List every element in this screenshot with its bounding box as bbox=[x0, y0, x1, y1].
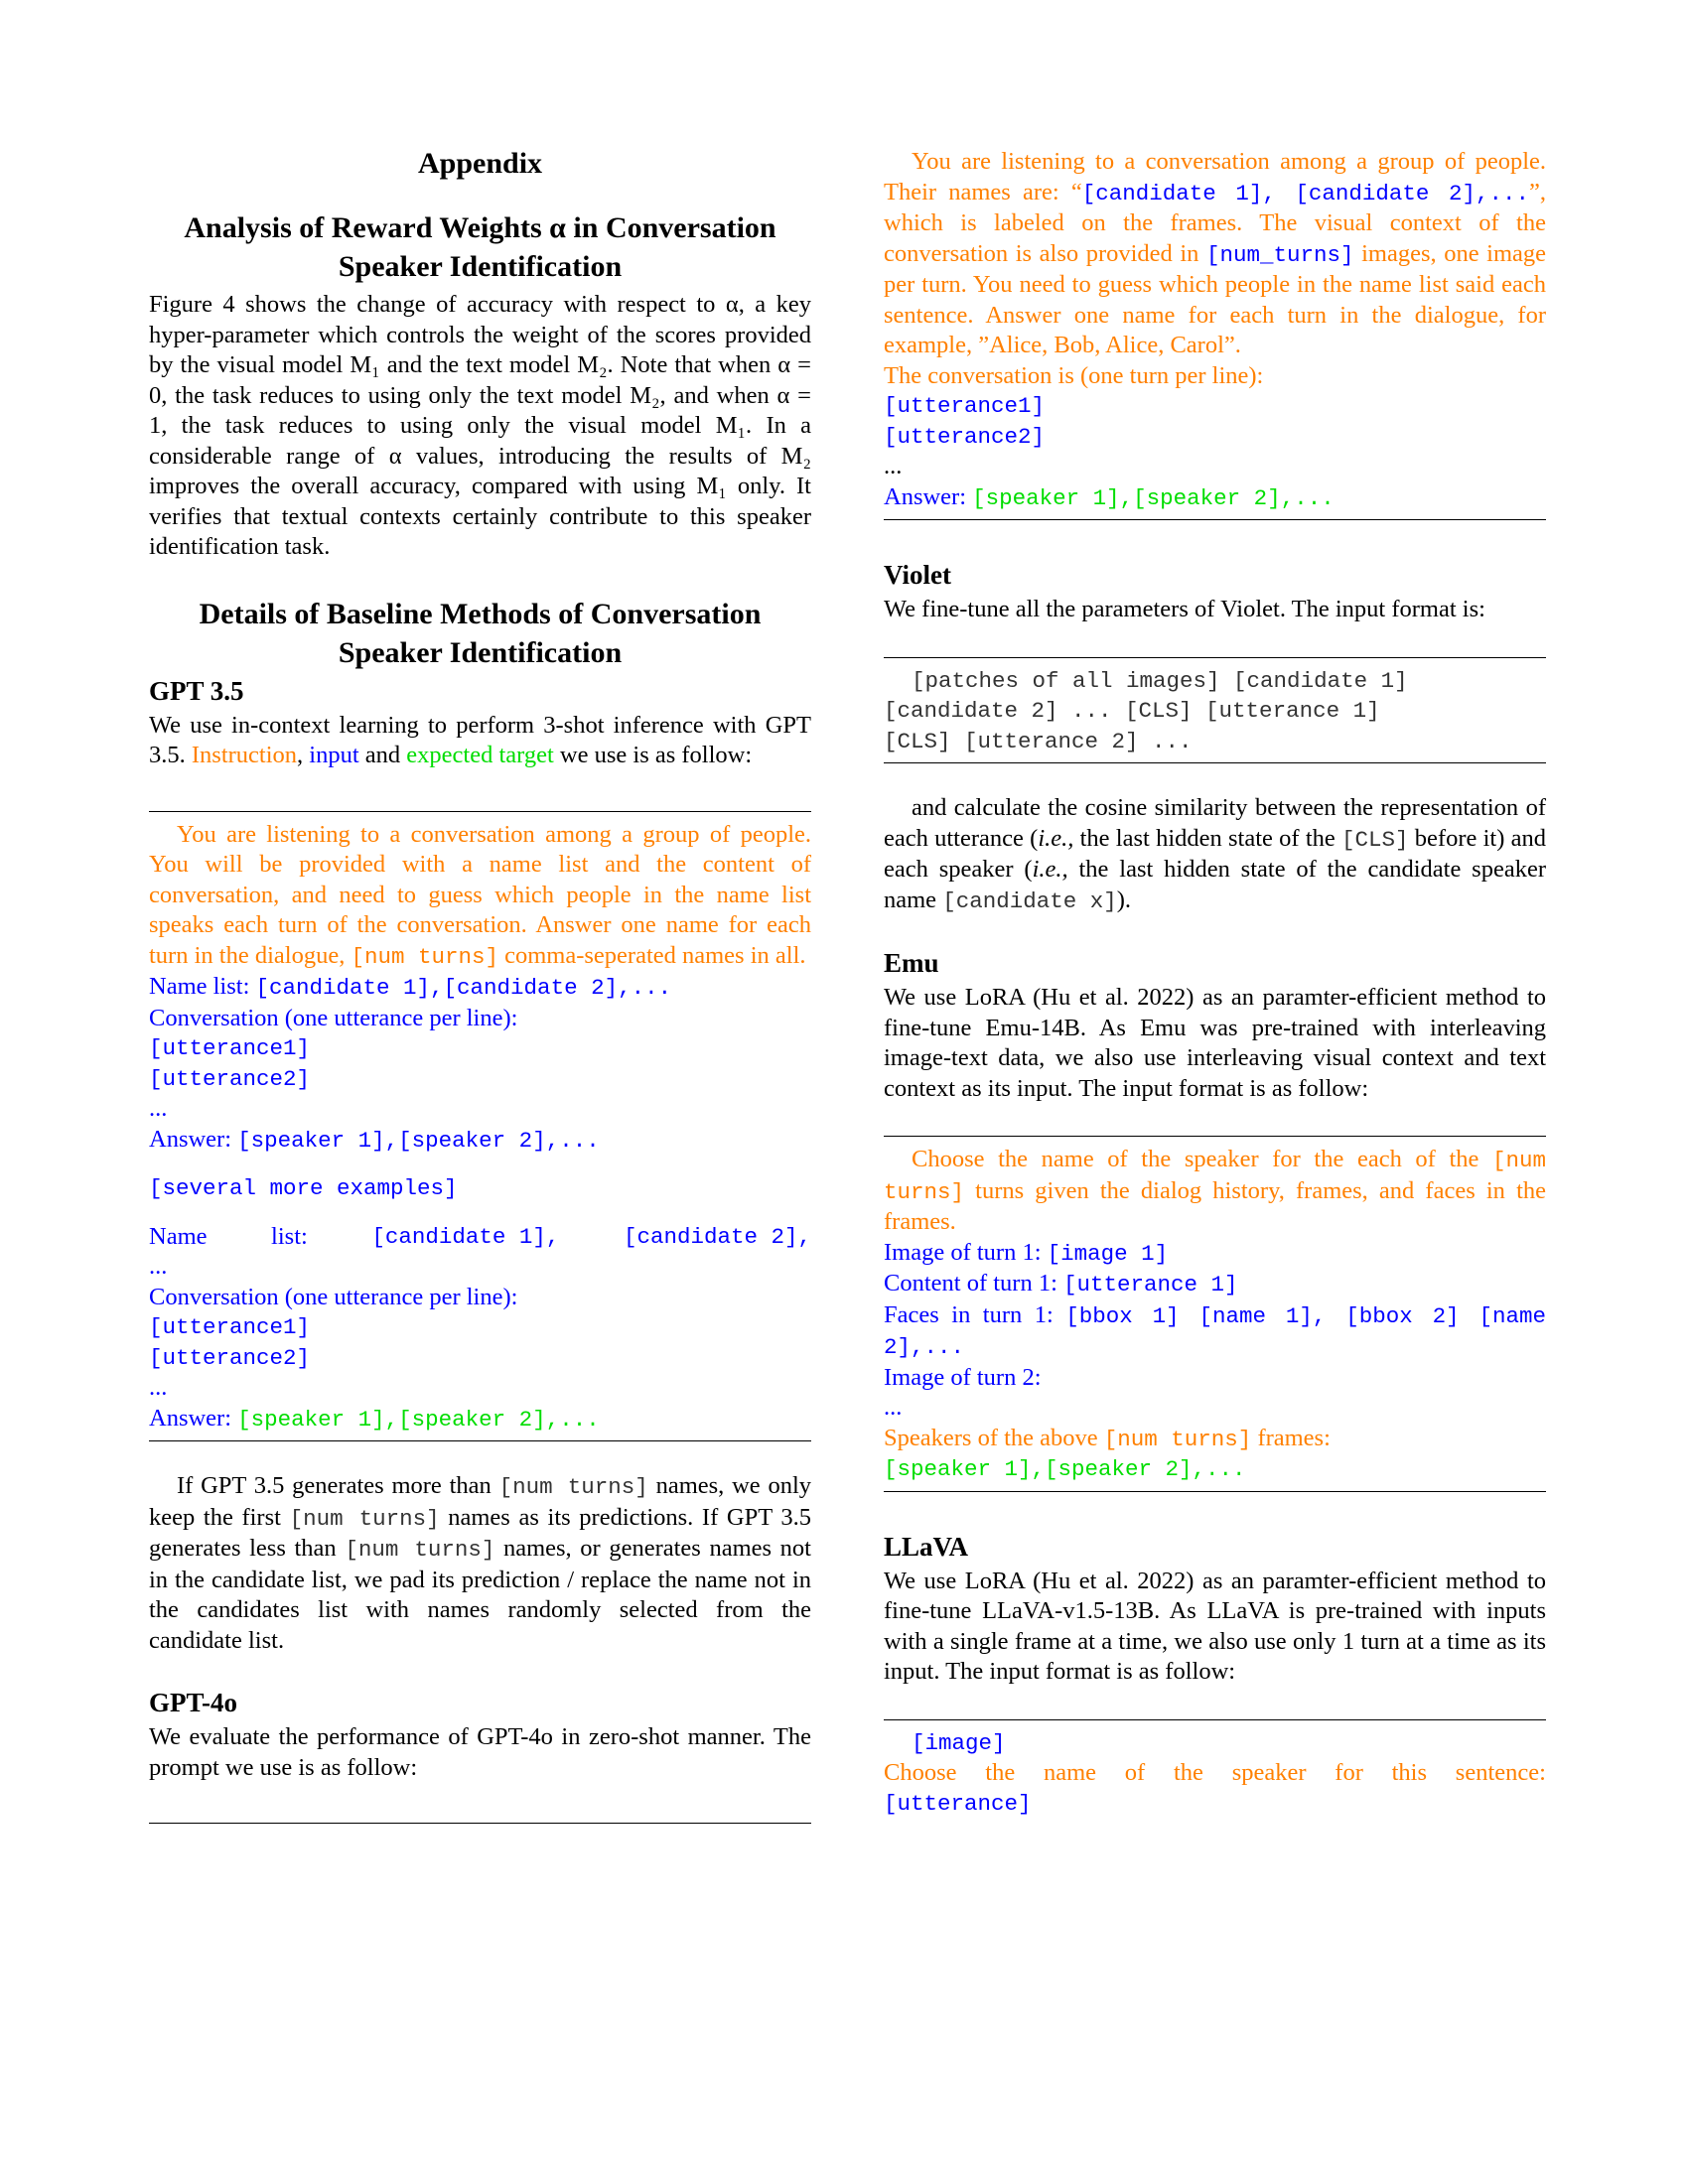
utterance-line: [utterance1] bbox=[884, 393, 1046, 419]
more-examples: [several more examples] bbox=[149, 1175, 458, 1201]
answer-label: Answer: bbox=[149, 1404, 238, 1432]
speakers-label: Speakers of the above [num turns] frames: bbox=[884, 1424, 1331, 1452]
code-line: [candidate 2] ... [CLS] [utterance 1] bbox=[884, 698, 1380, 724]
answer-target: [speaker 1],[speaker 2],... bbox=[237, 1406, 600, 1433]
answer-target: [speaker 1],[speaker 2],... bbox=[972, 484, 1335, 511]
gpt4o-instruction: You are listening to a conversation among a group of people. Their names are: “[candidate 1], [candidate 2],...”, which is labeled on the frames. The visual context of the conversation is also provided in [num_turns] images, one image per turn. You need to guess which people in the name list said each sentence. Answer one name for each turn in the dialogue, for example, ”Alice, Bob, Alice, Carol”. bbox=[884, 148, 1547, 358]
section-title-baselines: Details of Baseline Methods of Conversation Speaker Identification bbox=[199, 597, 762, 669]
violet-explanation: and calculate the cosine similarity between the representation of each utterance (i.e., the last hidden state of the [CLS] before it) and each speaker (i.e., the last hidden state of the candidate speaker name [candidate x]). bbox=[884, 794, 1546, 914]
gpt4o-prompt-box-start bbox=[149, 1823, 811, 1832]
utterance-line: [utterance1] bbox=[149, 1035, 311, 1061]
violet-intro: We fine-tune all the parameters of Violet. The input format is: bbox=[884, 596, 1485, 622]
ellipsis: ... bbox=[149, 1374, 168, 1401]
gpt35-postprocess: If GPT 3.5 generates more than [num turns] names, we only keep the first [num turns] names as its predictions. If GPT 3.5 generates less than [num turns] names, or generates names not in the candidate list, we pad its prediction / replace the name not in the candidates list with names randomly selected from the candidate list. bbox=[149, 1472, 812, 1654]
gpt35-intro: We use in-context learning to perform 3-shot inference with GPT 3.5. Instruction, input and expected target we use is as follow: bbox=[149, 711, 811, 768]
utterance-line: [utterance2] bbox=[884, 423, 1046, 450]
emu-intro: We use LoRA (Hu et al. 2022) as an paramter-efficient method to fine-tune Emu-14B. As Emu was pre-trained with interleaving image-text data, we also use interleaving visual context and text context as its input. The input format is as follow: bbox=[884, 984, 1546, 1102]
name-list-line: Name list: [candidate 1],[candidate 2],... bbox=[149, 973, 672, 1001]
reward-weights-paragraph: Figure 4 shows the change of accuracy with respect to α, a key hyper-parameter which controls the weight of the scores provided by the visual model M₁ and the text model M₂. Note that when α = 0, the task reduces to using only the text model M₂, and when α = 1, the task reduces to using only the visual model M₁. In a considerable range of α values, introducing the results of M₂ improves the overall accuracy, compared with using M₁ only. It verifies that textual contexts certainly contribute to this speaker identification task. bbox=[149, 291, 811, 560]
heading-gpt35: GPT 3.5 bbox=[149, 675, 244, 706]
ellipsis: ... bbox=[149, 1253, 168, 1280]
image-turn-line: Image of turn 1: [image 1] bbox=[884, 1238, 1169, 1267]
gpt4o-intro: We evaluate the performance of GPT-4o in zero-shot manner. The prompt we use is as follow: bbox=[149, 1723, 811, 1781]
heading-emu: Emu bbox=[884, 948, 939, 978]
conversation-label: The conversation is (one turn per line): bbox=[884, 361, 1264, 389]
section-title-reward-weights: Analysis of Reward Weights α in Conversation Speaker Identification bbox=[184, 211, 776, 283]
image-token: [image] bbox=[912, 1729, 1006, 1756]
violet-input-box bbox=[884, 657, 1546, 764]
left-column bbox=[149, 147, 811, 1832]
image-turn-line: Image of turn 2: bbox=[884, 1363, 1042, 1391]
appendix-title: Appendix bbox=[417, 147, 543, 180]
answer-label: Answer: bbox=[149, 1125, 238, 1153]
emu-input-box bbox=[884, 1136, 1546, 1492]
heading-violet: Violet bbox=[884, 560, 951, 590]
legend-instruction: Instruction bbox=[191, 742, 298, 768]
gpt35-instruction: You are listening to a conversation among a group of people. You will be provided with a name list and the content of conversation, and need to guess which people in the name list speaks each turn of the conversation. Answer one name for each turn in the dialogue, [num turns] comma-seperated names in all. bbox=[149, 820, 811, 970]
ellipsis: ... bbox=[149, 1095, 168, 1122]
conversation-label: Conversation (one utterance per line): bbox=[149, 1004, 518, 1031]
faces-turn-line: Faces in turn 1: [bbox 1] [name 1], [bbox 2] [name 2],... bbox=[884, 1300, 1546, 1360]
conversation-label: Conversation (one utterance per line): bbox=[149, 1283, 518, 1310]
code-line: [patches of all images] [candidate 1] bbox=[912, 667, 1408, 694]
ellipsis: ... bbox=[884, 453, 903, 479]
llava-instruction: Choose the name of the speaker for this sentence: bbox=[884, 1759, 1546, 1786]
heading-llava: LLaVA bbox=[884, 1531, 969, 1562]
name-list-line: Name list: [candidate 1], [candidate 2], bbox=[149, 1222, 811, 1250]
right-column bbox=[884, 147, 1546, 1819]
emu-instruction: Choose the name of the speaker for the each of the [num turns] turns given the dialog history, frames, and faces in the frames. bbox=[884, 1146, 1546, 1235]
legend-target: expected target bbox=[406, 742, 554, 768]
legend-input: input bbox=[309, 742, 359, 768]
heading-gpt4o: GPT-4o bbox=[149, 1688, 238, 1717]
gpt35-prompt-box bbox=[149, 811, 811, 1442]
code-line: [CLS] [utterance 2] ... bbox=[884, 728, 1193, 754]
llava-intro: We use LoRA (Hu et al. 2022) as an paramter-efficient method to fine-tune LLaVA-v1.5-13B. As LLaVA is pre-trained with inputs with a single frame at a time, we also use only 1 turn at a time as its input. The input format is as follow: bbox=[884, 1567, 1546, 1685]
answer-value: [speaker 1],[speaker 2],... bbox=[237, 1127, 600, 1154]
utterance-token: [utterance] bbox=[884, 1790, 1032, 1817]
content-turn-line: Content of turn 1: [utterance 1] bbox=[884, 1270, 1238, 1297]
answer-target: [speaker 1],[speaker 2],... bbox=[884, 1456, 1246, 1482]
utterance-line: [utterance2] bbox=[149, 1065, 311, 1092]
gpt4o-prompt-box-continued bbox=[884, 147, 1546, 520]
answer-label: Answer: bbox=[884, 482, 973, 510]
utterance-line: [utterance1] bbox=[149, 1314, 311, 1340]
llava-input-box bbox=[884, 1719, 1546, 1820]
utterance-line: [utterance2] bbox=[149, 1344, 311, 1371]
ellipsis: ... bbox=[884, 1394, 903, 1421]
